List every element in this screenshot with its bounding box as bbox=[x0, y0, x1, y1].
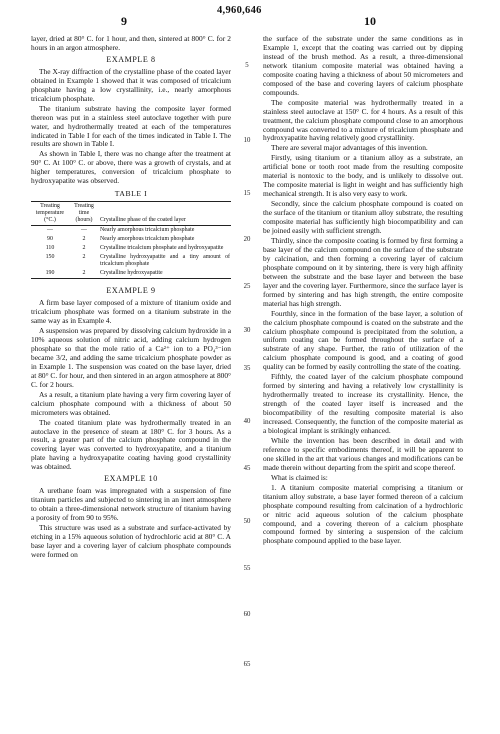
table-row bbox=[31, 269, 231, 279]
example-8-paragraph-3: As shown in Table I, there was no change after the treatment at 90° C. At 100° C. or above, there was a growth of crystals, and at higher temperatures, conversion of tricalcium phosphate to hydroxyapatite was observed. bbox=[31, 149, 231, 186]
table-cell: 90 bbox=[47, 236, 53, 243]
table-header-time: Treating time (hours) bbox=[69, 202, 99, 226]
example-9-paragraph-2: A suspension was prepared by dissolving calcium hydroxide in a 10% aqueous solution of nitric acid, adding calcium hydrogen phosphate so that the mole ratio of a Ca²⁺ ion to a PO₄³⁻ion became 3/2, and adding the same tricalcium phosphate powder as in Example 1. The suspension was coated on the base layer, dried at 80° C. for hour, and then sintered in an argon atmosphere at 800° C. for 2 hours. bbox=[31, 326, 231, 389]
example-9-paragraph-1: A firm base layer composed of a mixture of titanium oxide and tricalcium phosphate was formed on a titanium substrate in the same way as in Example 4. bbox=[31, 298, 231, 326]
page-header bbox=[0, 4, 500, 32]
line-number: 40 bbox=[243, 418, 251, 425]
line-number: 25 bbox=[243, 283, 251, 290]
line-number: 20 bbox=[243, 236, 251, 243]
table-cell: 2 bbox=[82, 245, 86, 252]
table-row bbox=[31, 235, 231, 244]
line-number: 55 bbox=[243, 565, 251, 572]
example-10-paragraph-1: A urethane foam was impregnated with a suspension of fine titanium particles and subjected to sintering in an inert atmosphere to obtain a three-dimensional network structure of titanium having a porosity of from 90 to 95%. bbox=[31, 486, 231, 523]
table-cell: Crystalline hydroxyapatite and a tiny amount of tricalcium phosphate bbox=[100, 254, 230, 268]
thirdly-paragraph: Thirdly, since the composite coating is formed by first forming a base layer of the calcium compound on the surface of the substrate by calcination, and then forming a covering layer of calcium phosphate compound on it by sintering, there is very high affinity between the substrate and the base layer and between the base layer and the covering layer. Furthermore, since the surface layer is formed by sintering and has high strength, the entire composite material has high strength. bbox=[263, 235, 463, 308]
line-number: 35 bbox=[243, 365, 251, 372]
example-10-heading: EXAMPLE 10 bbox=[104, 474, 158, 484]
intro-paragraph: layer, dried at 80° C. for 1 hour, and then, sintered at 800° C. for 2 hours in an argon atmosphere. bbox=[31, 34, 231, 52]
secondly-paragraph: Secondly, since the calcium phosphate compound is coated on the surface of the titanium or titanium alloy substrate, the resulting composite material has sufficiently high biocompatibility and can be joined easily with sufficient strength. bbox=[263, 199, 463, 236]
continuation-paragraph: the surface of the substrate under the same conditions as in Example 1, except that the coating was carried out by dipping instead of the brush method. As a result, a three-dimensional network titanium composite material was obtained having a composite coating having a thickness of about 50 micrometers and composed of the base and covering layers of calcium phosphate compounds. bbox=[263, 34, 463, 97]
line-number: 15 bbox=[243, 190, 251, 197]
table-cell: — bbox=[81, 227, 87, 234]
line-number: 5 bbox=[245, 62, 249, 69]
table-cell: 2 bbox=[82, 254, 86, 261]
left-column bbox=[31, 35, 231, 561]
table-row bbox=[31, 226, 231, 236]
conclusion-paragraph: While the invention has been described in detail and with reference to specific embodiments thereof, it will be apparent to one skilled in the art that various changes and modifications can be made therein without departing from the spirit and scope thereof. bbox=[263, 435, 463, 472]
line-number: 10 bbox=[243, 137, 251, 144]
line-number: 50 bbox=[243, 518, 251, 525]
example-8-paragraph-1: The X-ray diffraction of the crystalline phase of the coated layer obtained in Example 1 showed that it was composed of tricalcium phosphate having a low crystallinity, i.e., nearly amorphous tricalcium phosphate. bbox=[31, 66, 231, 103]
table-row bbox=[31, 253, 231, 269]
table-cell: 150 bbox=[45, 254, 55, 261]
fourthly-paragraph: Fourthly, since in the formation of the base layer, a solution of the calcium phosphate compound is coated on the substrate and the calcium phosphate compound is precipitated from the solution, a uniform coating can be formed throughout the surface of a substrate of any shape. Further, the ratio of utilization of the calcium phosphate compound is good, and a coating of good quality can be formed by easily controlling the state of the coating. bbox=[263, 308, 463, 372]
table-cell: Nearly amorphous tricalcium phosphate bbox=[100, 227, 195, 234]
example-10-paragraph-2: This structure was used as a substrate and surface-activated by etching in a 15% aqueous solution of hydrochloric acid at 80° C. A base layer and a covering layer of calcium phosphate compounds were formed on bbox=[31, 523, 231, 559]
hydrothermal-paragraph: The composite material was hydrothermally treated in a stainless steel autoclave at 150° C. for 4 hours. As a result of this treatment, the calcium phosphate compound close to an amorphous compound was converted to a mixture of tricalcium phosphate and hydroxyapatite having relatively good crystallinity. bbox=[263, 97, 463, 143]
claim-1: 1. A titanium composite material comprising a titanium or titanium alloy substrate, a base layer formed thereon of a calcium phosphate compound resulting from calcination of a hydrochloric or nitric acid aqueous solution of the calcium phosphate compound, and a covering thereon of a calcium phosphate compound formed by sintering a suspension of the calcium phosphate compound applied to the base layer. bbox=[263, 482, 463, 546]
line-number: 30 bbox=[243, 327, 251, 334]
example-9-heading: EXAMPLE 9 bbox=[106, 286, 156, 296]
fifthly-paragraph: Fifthly, the coated layer of the calcium phosphate compound formed by sintering and having a relatively low crystallinity is hydrothermally treated to increase its crystallinity. Hence, the strength of the coated layer itself is increased and the biocompatibility of the resulting composite material is also increased. Consequently, the function of the composite material as a biological implant is strikingly enhanced. bbox=[263, 372, 463, 435]
patent-number: 4,960,646 bbox=[217, 5, 262, 16]
table-cell: 110 bbox=[45, 245, 55, 252]
table-cell: Crystalline tricalcium phosphate and hydroxyapatite bbox=[100, 245, 224, 252]
table-cell: 2 bbox=[82, 236, 86, 243]
right-column bbox=[263, 35, 463, 547]
table-header-phase: Crystalline phase of the coated layer bbox=[99, 202, 231, 226]
example-8-paragraph-2: The titanium substrate having the composite layer formed thereon was put in a stainless steel autoclave together with pure water, and hydrothermally treated at each of the temperatures indicated in Table I for each of the times indicated in Table I. The results are shown in Table I. bbox=[31, 103, 231, 149]
table-cell: — bbox=[47, 227, 53, 234]
line-number: 65 bbox=[243, 661, 251, 668]
firstly-paragraph: Firstly, using titanium or a titanium alloy as a substrate, an artificial bone or tooth root made from the resulting composite material is nontoxic to the body, and is unlikely to dissolve out. The composite material is light in weight and has sufficiently high mechanical strength. It is also very easy to work. bbox=[263, 153, 463, 199]
page-number-right: 10 bbox=[364, 14, 376, 28]
table-header-temperature: Treating temperature (°C.) bbox=[31, 202, 69, 226]
advantages-paragraph: There are several major advantages of this invention. bbox=[271, 143, 428, 153]
page-number-left: 9 bbox=[121, 14, 127, 28]
table-cell: 2 bbox=[69, 269, 99, 279]
example-9-paragraph-3: As a result, a titanium plate having a very firm covering layer of calcium phosphate compound with a thickness of about 50 micrometers was obtained. bbox=[31, 389, 231, 417]
table-title: TABLE I bbox=[114, 189, 148, 199]
line-number: 60 bbox=[243, 611, 251, 618]
claims-intro: What is claimed is: bbox=[271, 472, 328, 482]
table-cell: Nearly amorphous tricalcium phosphate bbox=[100, 236, 195, 243]
example-9-paragraph-4: The coated titanium plate was hydrothermally treated in an autoclave in the presence of steam at 180° C. for 3 hours. As a result, a greater part of the calcium phosphate compound in the covering layer was converted to hydroxyapatite, and a titanium plate having a hydroxyapatite coating having good crystallinity was obtained. bbox=[31, 417, 231, 472]
table-1 bbox=[31, 201, 231, 279]
table-row bbox=[31, 244, 231, 253]
table-cell: 190 bbox=[31, 269, 69, 279]
example-8-heading: EXAMPLE 8 bbox=[106, 54, 156, 64]
line-number: 45 bbox=[243, 465, 251, 472]
table-cell: Crystalline hydroxyapatite bbox=[99, 269, 231, 279]
